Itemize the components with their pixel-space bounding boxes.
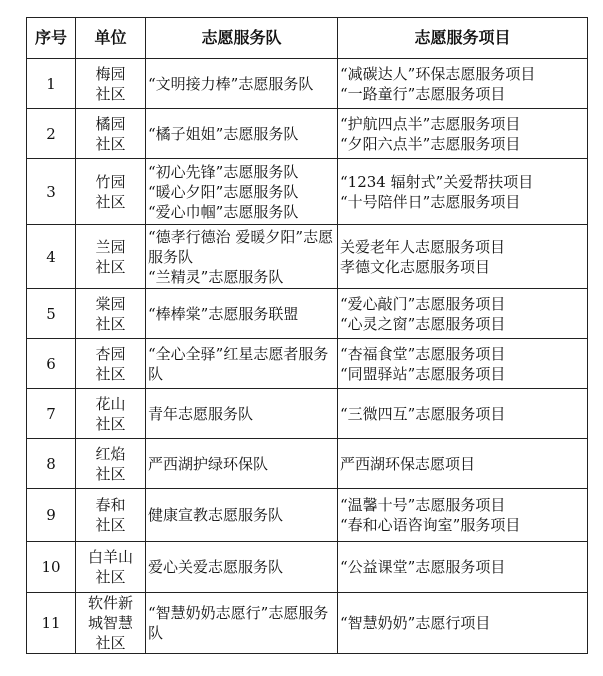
table-row — [27, 542, 588, 593]
project-name: “十号陪伴日”志愿服务项目 — [340, 192, 521, 211]
project-name: “公益课堂”志愿服务项目 — [340, 558, 506, 576]
team-name: 严西湖护绿环保队 — [148, 454, 269, 473]
table-row — [27, 59, 588, 109]
project-name: “杏福食堂”志愿服务项目 — [340, 344, 506, 363]
header-projects: 志愿服务项目 — [338, 18, 588, 59]
table-row — [27, 593, 588, 654]
row-team — [146, 109, 338, 159]
row-team — [146, 225, 338, 289]
table-row — [27, 489, 588, 542]
team-name: 爱心关爱志愿服务队 — [148, 558, 284, 576]
header-no: 序号 — [27, 18, 76, 59]
team-name: “兰精灵”志愿服务队 — [148, 267, 284, 286]
unit-name: 杏园社区 — [95, 344, 126, 383]
row-no: 1 — [27, 59, 76, 109]
unit-name: 兰园社区 — [95, 237, 126, 276]
row-team — [146, 593, 338, 654]
project-name: “减碳达人”环保志愿服务项目 — [340, 64, 536, 83]
project-name: 严西湖环保志愿项目 — [340, 454, 476, 473]
project-name: “夕阳六点半”志愿服务项目 — [340, 134, 521, 153]
table-row — [27, 225, 588, 289]
project-name: “1234 辐射式”关爱帮扶项目 — [340, 172, 534, 191]
team-name: “棒棒棠”志愿服务联盟 — [148, 304, 299, 323]
project-name: “三微四互”志愿服务项目 — [340, 404, 506, 423]
table-row — [27, 439, 588, 489]
row-projects — [338, 593, 588, 654]
row-no: 11 — [27, 593, 76, 654]
table-row — [27, 159, 588, 225]
row-unit — [76, 59, 146, 109]
row-team — [146, 439, 338, 489]
row-no: 5 — [27, 289, 76, 339]
row-no: 9 — [27, 489, 76, 542]
table-row — [27, 289, 588, 339]
row-projects — [338, 289, 588, 339]
row-unit — [76, 542, 146, 593]
row-unit — [76, 339, 146, 389]
row-unit — [76, 439, 146, 489]
row-team — [146, 389, 338, 439]
row-projects — [338, 489, 588, 542]
project-name: “温馨十号”志愿服务项目 — [340, 496, 506, 514]
row-no: 2 — [27, 109, 76, 159]
row-no: 10 — [27, 542, 76, 593]
row-unit — [76, 389, 146, 439]
project-name: “智慧奶奶”志愿行项目 — [340, 614, 491, 632]
unit-name: 橘园社区 — [95, 114, 126, 153]
team-name: “全心全驿”红星志愿者服务队 — [148, 344, 329, 383]
project-name: 关爱老年人志愿服务项目 — [340, 237, 506, 256]
table-row — [27, 339, 588, 389]
unit-name: 红焰社区 — [95, 444, 126, 483]
row-unit — [76, 109, 146, 159]
team-name: “智慧奶奶志愿行”志愿服务队 — [148, 604, 329, 642]
row-projects — [338, 109, 588, 159]
table-row — [27, 109, 588, 159]
header-team: 志愿服务队 — [146, 18, 338, 59]
row-projects — [338, 159, 588, 225]
unit-name: 白羊山社区 — [87, 548, 133, 586]
row-unit — [76, 489, 146, 542]
team-name: 健康宣教志愿服务队 — [148, 506, 284, 524]
team-name: “德孝行德治 爱暖夕阳”志愿服务队 — [148, 227, 334, 266]
project-name: “护航四点半”志愿服务项目 — [340, 114, 521, 133]
row-no: 6 — [27, 339, 76, 389]
row-unit — [76, 159, 146, 225]
row-projects — [338, 439, 588, 489]
row-projects — [338, 389, 588, 439]
unit-name: 梅园社区 — [95, 64, 126, 103]
row-team — [146, 339, 338, 389]
team-name: “爱心巾帼”志愿服务队 — [148, 202, 299, 221]
row-team — [146, 489, 338, 542]
row-team — [146, 59, 338, 109]
row-projects — [338, 542, 588, 593]
project-name: “春和心语咨询室”服务项目 — [340, 516, 521, 534]
row-unit — [76, 225, 146, 289]
row-no: 7 — [27, 389, 76, 439]
unit-name: 软件新城智慧社区 — [87, 594, 133, 652]
row-team — [146, 542, 338, 593]
project-name: “心灵之窗”志愿服务项目 — [340, 314, 506, 333]
project-name: “同盟驿站”志愿服务项目 — [340, 364, 506, 383]
row-team — [146, 289, 338, 339]
unit-name: 春和社区 — [95, 496, 126, 534]
row-unit — [76, 593, 146, 654]
unit-name: 竹园社区 — [95, 172, 126, 211]
unit-name: 花山社区 — [95, 394, 126, 433]
row-team — [146, 159, 338, 225]
volunteer-table — [26, 17, 588, 654]
team-name: “橘子姐姐”志愿服务队 — [148, 124, 299, 143]
row-no: 3 — [27, 159, 76, 225]
header-unit: 单位 — [76, 18, 146, 59]
unit-name: 棠园社区 — [95, 294, 126, 333]
team-name: “暖心夕阳”志愿服务队 — [148, 182, 299, 201]
team-name: “初心先锋”志愿服务队 — [148, 162, 299, 181]
team-name: “文明接力棒”志愿服务队 — [148, 74, 314, 93]
project-name: “爱心敲门”志愿服务项目 — [340, 294, 506, 313]
header-row — [27, 18, 588, 59]
row-unit — [76, 289, 146, 339]
row-projects — [338, 225, 588, 289]
row-no: 8 — [27, 439, 76, 489]
row-projects — [338, 59, 588, 109]
row-no: 4 — [27, 225, 76, 289]
row-projects — [338, 339, 588, 389]
project-name: 孝德文化志愿服务项目 — [340, 257, 491, 276]
project-name: “一路童行”志愿服务项目 — [340, 84, 506, 103]
team-name: 青年志愿服务队 — [148, 404, 254, 423]
table-row — [27, 389, 588, 439]
